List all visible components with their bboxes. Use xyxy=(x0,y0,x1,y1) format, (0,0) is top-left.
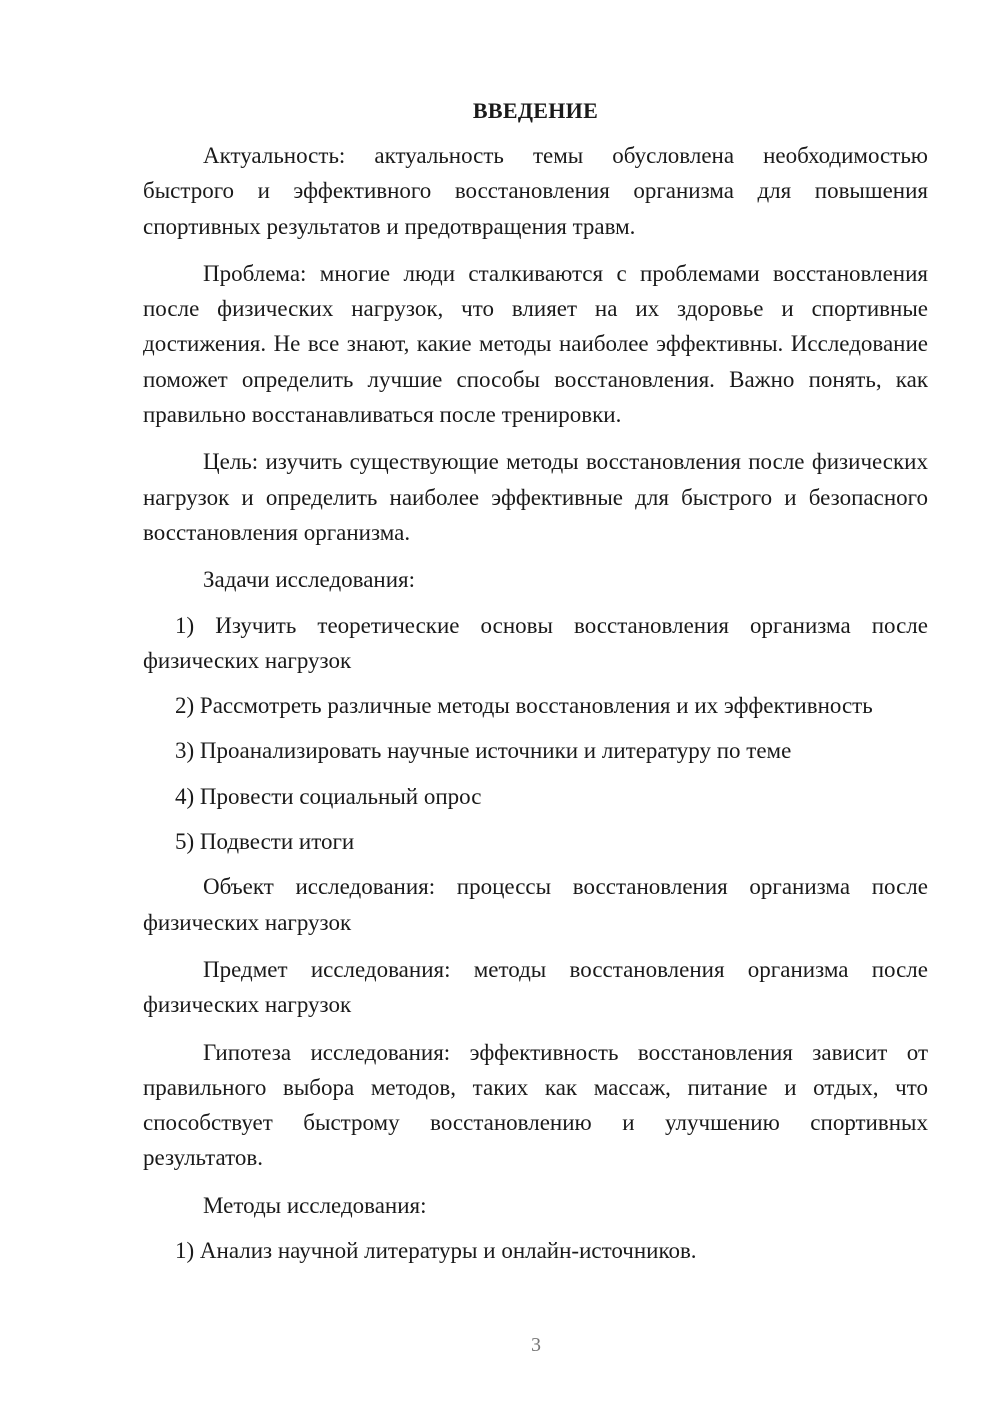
hypothesis-paragraph: Гипотеза исследования: эффективность восстановления зависит от правильного выбора методов, таких как массаж, питание и отдых, что способствует быстрому восстановлению и улучшению спортивных результатов. xyxy=(143,1039,928,1171)
object-paragraph: Объект исследования: процессы восстановления организма после физических нагрузок xyxy=(143,874,928,935)
subject-paragraph: Предмет исследования: методы восстановления организма после физических нагрузок xyxy=(143,956,928,1018)
task-item-5: 5) Подвести итоги xyxy=(175,829,355,855)
page-number: 3 xyxy=(531,1334,541,1356)
task-item-4: 4) Провести социальный опрос xyxy=(175,783,482,809)
relevance-paragraph: Актуальность: актуальность темы обусловлена необходимостью быстрого и эффективного восстановления организма для повышения спортивных результатов и предотвращения травм. xyxy=(143,143,928,239)
goal-paragraph: Цель: изучить существующие методы восстановления после физических нагрузок и определить наиболее эффективные для быстрого и безопасного восстановления организма. xyxy=(143,449,928,545)
task-item-2: 2) Рассмотреть различные методы восстановления и их эффективность xyxy=(175,693,873,719)
page-content xyxy=(143,96,928,1278)
method-item-1: 1) Анализ научной литературы и онлайн-источников. xyxy=(175,1238,697,1264)
problem-paragraph: Проблема: многие люди сталкиваются с проблемами восстановления после физических нагрузок, что влияет на их здоровье и спортивные достижения. Не все знают, какие методы наиболее эффективны. Исследование поможет определить лучшие способы восстановления. Важно понять, как правильно восстанавливаться после тренировки. xyxy=(143,260,928,428)
tasks-heading: Задачи исследования: xyxy=(203,567,416,593)
task-item-1: 1) Изучить теоретические основы восстановления организма после физических нагрузок xyxy=(143,612,928,673)
task-item-3: 3) Проанализировать научные источники и литературу по теме xyxy=(175,738,792,764)
methods-heading: Методы исследования: xyxy=(203,1192,427,1218)
section-title: ВВЕДЕНИЕ xyxy=(472,98,599,123)
